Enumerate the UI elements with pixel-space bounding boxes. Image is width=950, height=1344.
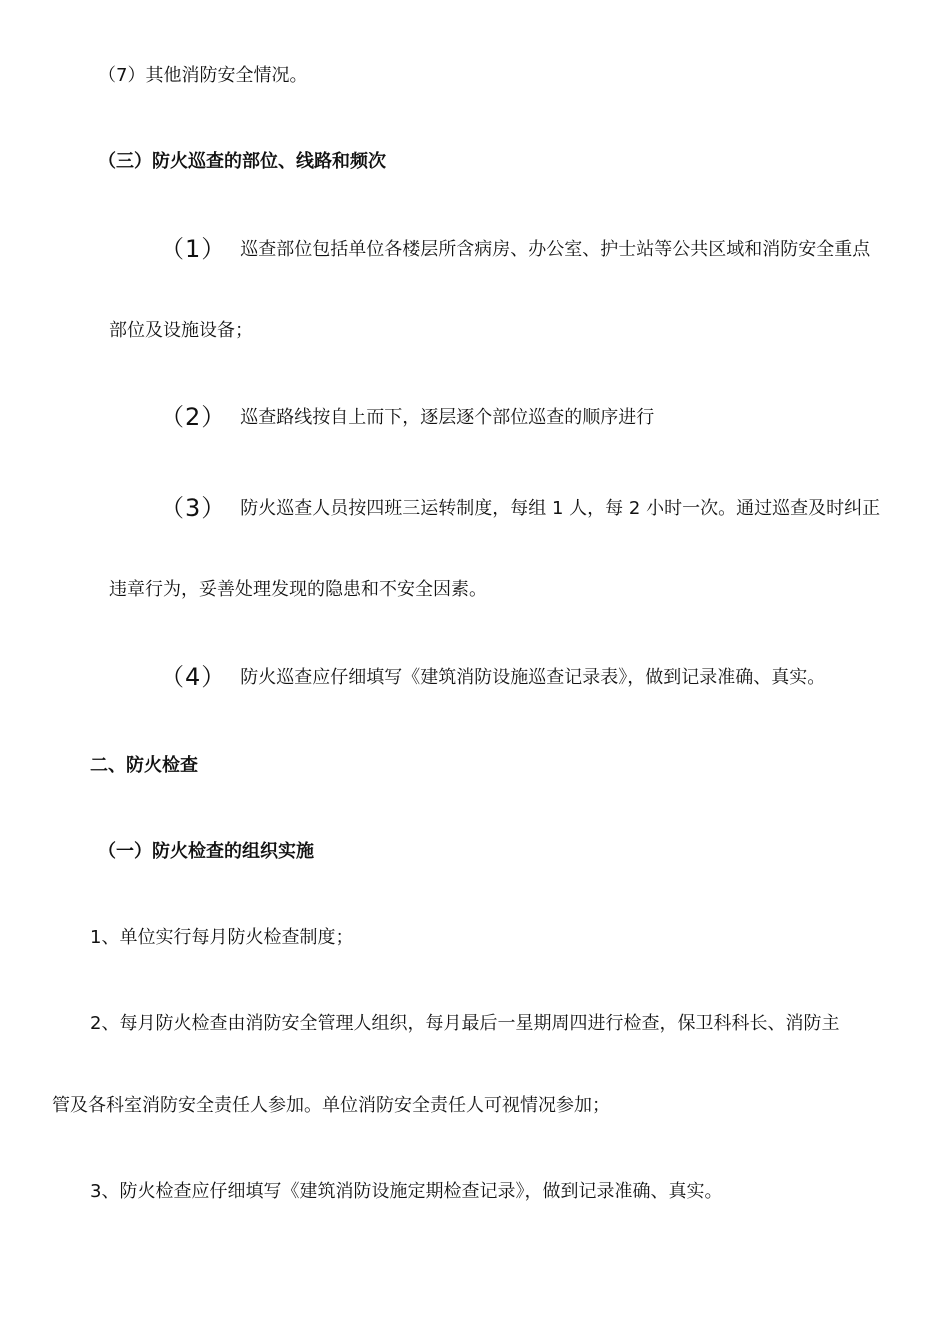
inspection-item-2-line-2: 管及各科室消防安全责任人参加。单位消防安全责任人可视情况参加； [52, 1095, 610, 1116]
subsection-heading-organization: （一）防火检查的组织实施 [98, 841, 314, 862]
patrol-item-3-line-1 [160, 494, 881, 522]
item-number: （1） [160, 235, 227, 263]
patrol-item-1-line-1 [160, 235, 871, 263]
section-heading-patrol-route: （三）防火巡查的部位、线路和频次 [98, 151, 386, 172]
item-number: （3） [160, 494, 227, 522]
patrol-item-2 [160, 403, 655, 431]
item-text: 防火巡查应仔细填写《建筑消防设施巡查记录表》，做到记录准确、真实。 [240, 667, 826, 688]
item-number: （4） [160, 663, 227, 691]
patrol-item-4 [160, 663, 826, 691]
item-7-other-situation: （7）其他消防安全情况。 [98, 65, 308, 86]
item-number: （2） [160, 403, 227, 431]
item-text: 巡查路线按自上而下，逐层逐个部位巡查的顺序进行 [240, 407, 655, 428]
inspection-item-3: 3、防火检查应仔细填写《建筑消防设施定期检查记录》，做到记录准确、真实。 [90, 1181, 723, 1202]
item-text: 巡查部位包括单位各楼层所含病房、办公室、护士站等公共区域和消防安全重点 [240, 239, 871, 260]
inspection-item-1: 1、单位实行每月防火检查制度； [90, 927, 354, 948]
section-heading-fire-inspection: 二、防火检查 [90, 755, 198, 776]
patrol-item-1-line-2: 部位及设施设备； [109, 320, 253, 341]
inspection-item-2-line-1: 2、每月防火检查由消防安全管理人组织，每月最后一星期周四进行检查，保卫科科长、消防主 [90, 1013, 840, 1034]
item-text: 防火巡查人员按四班三运转制度，每组 1 人，每 2 小时一次。通过巡查及时纠正 [240, 498, 881, 519]
patrol-item-3-line-2: 违章行为，妥善处理发现的隐患和不安全因素。 [109, 579, 487, 600]
